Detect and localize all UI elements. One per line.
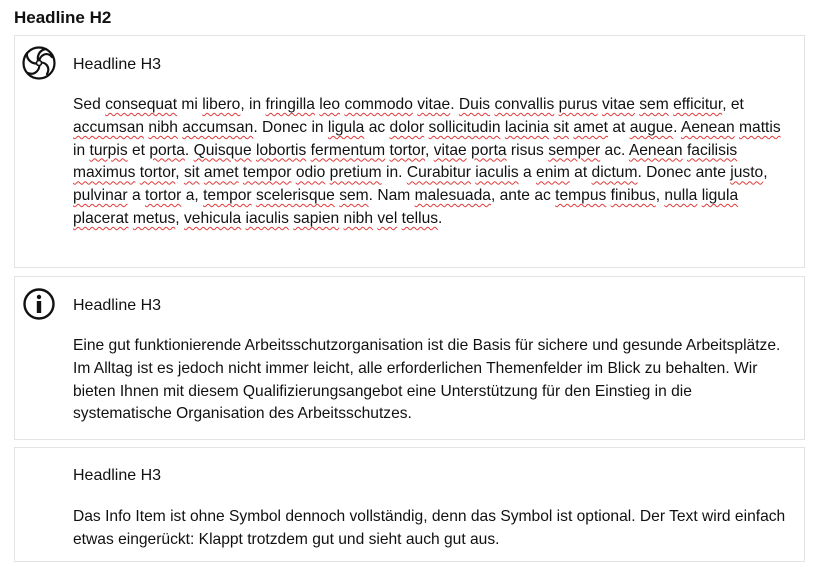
spellcheck-word: Aenean bbox=[680, 118, 735, 136]
spellcheck-word: metus bbox=[132, 209, 176, 227]
spellcheck-word: tellus bbox=[401, 209, 439, 227]
spellcheck-word: vitae bbox=[433, 141, 467, 159]
spellcheck-word: mattis bbox=[739, 118, 781, 136]
spellcheck-word: vehicula bbox=[183, 209, 242, 227]
info-item-1 bbox=[14, 35, 805, 268]
info-item-2 bbox=[14, 276, 805, 440]
spellcheck-word: accumsan bbox=[73, 118, 145, 136]
spellcheck-word: pulvinar bbox=[73, 187, 128, 205]
spellcheck-word: leo bbox=[319, 96, 341, 113]
spellcheck-word: amet bbox=[203, 164, 239, 182]
spellcheck-word: sit bbox=[553, 118, 569, 136]
spellcheck-word: augue bbox=[629, 118, 674, 136]
spellcheck-word: dolor bbox=[389, 118, 425, 136]
spellcheck-word: odio bbox=[295, 164, 326, 182]
spellcheck-word: tempor bbox=[242, 164, 292, 182]
spellcheck-word: accumsan bbox=[182, 118, 254, 136]
item-text: Sed consequat mi libero, in fringilla leo commodo vitae. Duis convallis purus vitae sem efficitur, et accumsan nibh accumsan. Donec in ligula ac dolor sollicitudin lacinia sit amet at augue. Aenean mattis in turpis et porta. Quisque lobortis fermentum tortor, vitae porta risus semper ac. Aenean facilisis maximus tortor, sit amet tempor odio pretium in. Curabitur iaculis a enim at dictum. Donec ante justo, pulvinar a tortor a, tempor scelerisque sem. Nam malesuada, ante ac tempus finibus, nulla ligula placerat metus, vehicula iaculis sapien nibh vel tellus. bbox=[73, 96, 781, 227]
spellcheck-word: sapien bbox=[293, 209, 340, 227]
spellcheck-word: efficitur bbox=[673, 96, 723, 113]
spellcheck-word: ligula bbox=[327, 118, 365, 136]
spellcheck-word: commodo bbox=[344, 96, 413, 113]
spellcheck-word: sem bbox=[639, 96, 669, 113]
spellcheck-word: tortor bbox=[144, 187, 182, 205]
spellcheck-word: nibh bbox=[148, 118, 178, 136]
spellcheck-word: iaculis bbox=[475, 164, 519, 182]
spellcheck-word: finibus bbox=[610, 187, 656, 205]
spellcheck-word: malesuada bbox=[414, 187, 491, 205]
spellcheck-word: enim bbox=[536, 164, 570, 182]
spellcheck-word: scelerisque bbox=[255, 187, 335, 205]
spellcheck-word: facilisis bbox=[686, 141, 738, 159]
spellcheck-word: fermentum bbox=[310, 141, 386, 159]
spellcheck-word: turpis bbox=[89, 141, 128, 159]
spellcheck-word: porta bbox=[471, 141, 507, 159]
item-title: Headline H3 bbox=[73, 467, 162, 484]
spellcheck-word: Curabitur bbox=[406, 164, 471, 182]
spellcheck-word: lacinia bbox=[504, 118, 550, 136]
spellcheck-word: fringilla bbox=[265, 96, 315, 113]
spellcheck-word: convallis bbox=[494, 96, 555, 113]
spellcheck-word: iaculis bbox=[245, 209, 289, 227]
spellcheck-word: maximus bbox=[73, 164, 136, 182]
spellcheck-word: tempor bbox=[203, 187, 252, 205]
spellcheck-word: dictum bbox=[591, 164, 638, 182]
spellcheck-word: Duis bbox=[458, 96, 491, 113]
spellcheck-word: nibh bbox=[343, 209, 374, 227]
spellcheck-word: lobortis bbox=[256, 141, 307, 159]
spellcheck-word: tempus bbox=[555, 187, 607, 205]
spellcheck-word: sit bbox=[183, 164, 200, 182]
spellcheck-word: Aenean bbox=[628, 141, 683, 159]
item-text: Eine gut funktionierende Arbeitsschutzorganisation ist die Basis für sichere und gesunde Arbeitsplätze. Im Alltag ist es jedoch nicht immer leicht, alle erforderlichen Themenfelder im Blick zu behalten. Wir bieten Ihnen mit diesem Qualifizierungsangebot eine Unterstützung für den Einstieg in die systematische Organisation des Arbeitsschutzes. bbox=[73, 337, 781, 423]
spellcheck-word: tortor bbox=[139, 164, 176, 182]
spellcheck-word: Quisque bbox=[193, 141, 252, 159]
item-text: Das Info Item ist ohne Symbol dennoch vollständig, denn das Symbol ist optional. Der Text wird einfach etwas eingerückt: Klappt trotzdem gut und sieht auch gut aus. bbox=[73, 508, 786, 548]
spellcheck-word: sem bbox=[339, 187, 369, 205]
spellcheck-word: tortor bbox=[389, 141, 426, 159]
spellcheck-word: sollicitudin bbox=[428, 118, 501, 136]
spellcheck-word: justo bbox=[730, 164, 764, 182]
spellcheck-word: vitae bbox=[417, 96, 451, 113]
spellcheck-word: libero bbox=[202, 96, 241, 113]
spellcheck-word: pretium bbox=[329, 164, 382, 182]
spellcheck-word: nulla bbox=[664, 187, 698, 205]
spellcheck-word: purus bbox=[558, 96, 598, 113]
item-title: Headline H3 bbox=[73, 297, 162, 314]
spellcheck-word: vel bbox=[377, 209, 398, 227]
item-title: Headline H3 bbox=[73, 56, 162, 73]
spellcheck-word: vitae bbox=[601, 96, 635, 113]
spiral-logo-icon bbox=[21, 45, 57, 81]
headline-h2: Headline H2 bbox=[14, 8, 112, 27]
info-item-3 bbox=[14, 447, 805, 562]
info-circle-icon bbox=[21, 286, 57, 322]
spellcheck-word: ligula bbox=[701, 187, 739, 205]
spellcheck-word: semper bbox=[548, 141, 601, 159]
spellcheck-word: consequat bbox=[105, 96, 178, 113]
spellcheck-word: amet bbox=[573, 118, 609, 136]
spellcheck-word: placerat bbox=[73, 209, 129, 227]
spellcheck-word: porta bbox=[149, 141, 185, 159]
